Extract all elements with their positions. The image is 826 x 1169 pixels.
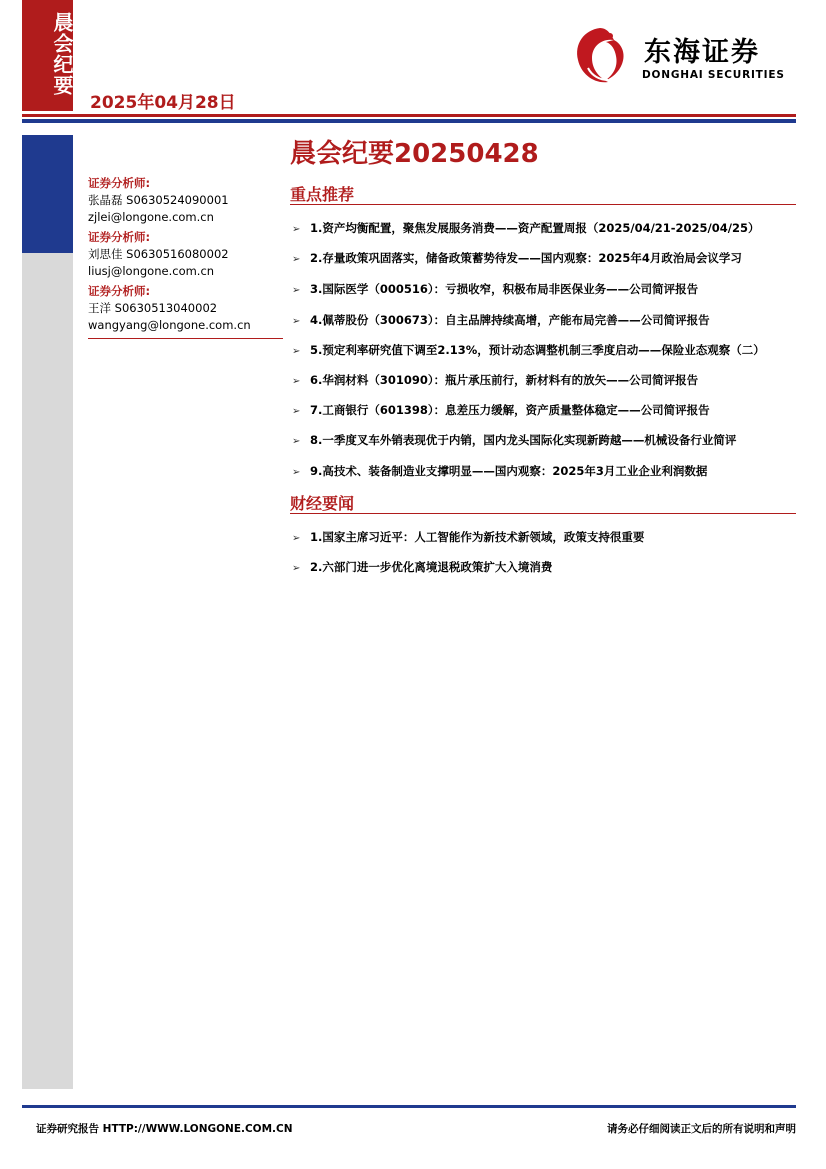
recommend-item-3[interactable] — [292, 281, 802, 299]
recommend-item-text: 7.工商银行（601398）：息差压力缓解，资产质量整体稳定——公司简评报告 — [310, 403, 710, 417]
sidebar-gray-block — [22, 253, 73, 1089]
bullet-arrow-icon: ➢ — [292, 346, 301, 357]
bullet-arrow-icon: ➢ — [292, 533, 301, 544]
recommend-item-text: 4.佩蒂股份（300673）：自主品牌持续高增，产能布局完善——公司简评报告 — [310, 313, 710, 327]
header-divider-blue — [22, 119, 796, 123]
news-item-2[interactable] — [292, 559, 802, 577]
dragon-logo-icon — [570, 24, 630, 90]
analyst-name: 刘思佳 S0630516080002 — [88, 247, 229, 261]
analyst-name: 张晶磊 S0630524090001 — [88, 193, 229, 207]
recommend-item-2[interactable] — [292, 250, 802, 268]
recommend-item-7[interactable] — [292, 402, 802, 420]
recommend-item-text: 2.存量政策巩固落实，储备政策蓄势待发——国内观察：2025年4月政治局会议学习 — [310, 251, 742, 265]
analyst-email[interactable]: zjlei@longone.com.cn — [88, 210, 214, 224]
recommend-item-4[interactable] — [292, 312, 802, 330]
analyst-entry — [88, 175, 288, 226]
company-logo — [570, 24, 795, 90]
footer-report-label[interactable]: 证券研究报告 HTTP://WWW.LONGONE.COM.CN — [36, 1123, 293, 1135]
bullet-arrow-icon: ➢ — [292, 436, 301, 447]
bullet-arrow-icon: ➢ — [292, 467, 301, 478]
recommend-item-5[interactable] — [292, 342, 802, 360]
recommend-item-text: 1.资产均衡配置，聚焦发展服务消费——资产配置周报（2025/04/21-2025/04/25） — [310, 221, 760, 235]
recommend-item-text: 3.国际医学（000516）：亏损收窄，积极布局非医保业务——公司简评报告 — [310, 282, 699, 296]
bullet-arrow-icon: ➢ — [292, 285, 301, 296]
report-date: 2025年04月28日 — [90, 93, 236, 113]
news-item-1[interactable] — [292, 529, 802, 547]
news-item-text: 2.六部门进一步优化离境退税政策扩大入境消费 — [310, 560, 553, 574]
bullet-arrow-icon: ➢ — [292, 254, 301, 265]
analyst-title: 证券分析师: — [88, 284, 151, 298]
bullet-arrow-icon: ➢ — [292, 376, 301, 387]
footer-disclaimer: 请务必仔细阅读正文后的所有说明和声明 — [607, 1123, 796, 1135]
sidebar-accent-block — [22, 135, 73, 253]
analyst-divider — [88, 338, 283, 339]
section-heading-recommend: 重点推荐 — [290, 185, 355, 204]
header-divider-red — [22, 114, 796, 117]
bullet-arrow-icon: ➢ — [292, 224, 301, 235]
logo-chinese-name: 东海证券 — [644, 37, 760, 68]
recommend-item-9[interactable] — [292, 463, 802, 481]
logo-english-name: DONGHAI SECURITIES — [642, 69, 785, 81]
footer-divider — [22, 1105, 796, 1108]
report-type-tag — [22, 0, 73, 111]
analyst-email[interactable]: liusj@longone.com.cn — [88, 264, 215, 278]
bullet-arrow-icon: ➢ — [292, 316, 301, 327]
bullet-arrow-icon: ➢ — [292, 406, 301, 417]
recommend-item-6[interactable] — [292, 372, 802, 390]
analyst-list — [88, 175, 288, 337]
recommend-item-text: 8.一季度叉车外销表现优于内销，国内龙头国际化实现新跨越——机械设备行业简评 — [310, 433, 737, 447]
analyst-title: 证券分析师: — [88, 230, 151, 244]
section-divider — [290, 513, 796, 514]
section-heading-news: 财经要闻 — [290, 494, 355, 513]
page-title: 晨会纪要20250428 — [290, 139, 539, 169]
recommend-item-8[interactable] — [292, 432, 802, 450]
news-item-text: 1.国家主席习近平：人工智能作为新技术新领域，政策支持很重要 — [310, 530, 645, 544]
recommend-item-text: 9.高技术、装备制造业支撑明显——国内观察：2025年3月工业企业利润数据 — [310, 464, 708, 478]
recommend-item-text: 6.华润材料（301090）：瓶片承压前行，新材料有的放矢——公司简评报告 — [310, 373, 699, 387]
analyst-name: 王洋 S0630513040002 — [88, 301, 218, 315]
analyst-entry — [88, 283, 288, 334]
recommend-item-text: 5.预定利率研究值下调至2.13%，预计动态调整机制三季度启动——保险业态观察（二） — [310, 343, 765, 357]
bullet-arrow-icon: ➢ — [292, 563, 301, 574]
analyst-title: 证券分析师: — [88, 176, 151, 190]
section-divider — [290, 204, 796, 205]
report-type-tag-text: 晨会纪要 — [50, 12, 74, 96]
analyst-entry — [88, 229, 288, 280]
analyst-email[interactable]: wangyang@longone.com.cn — [88, 318, 251, 332]
recommend-item-1[interactable] — [292, 220, 802, 238]
